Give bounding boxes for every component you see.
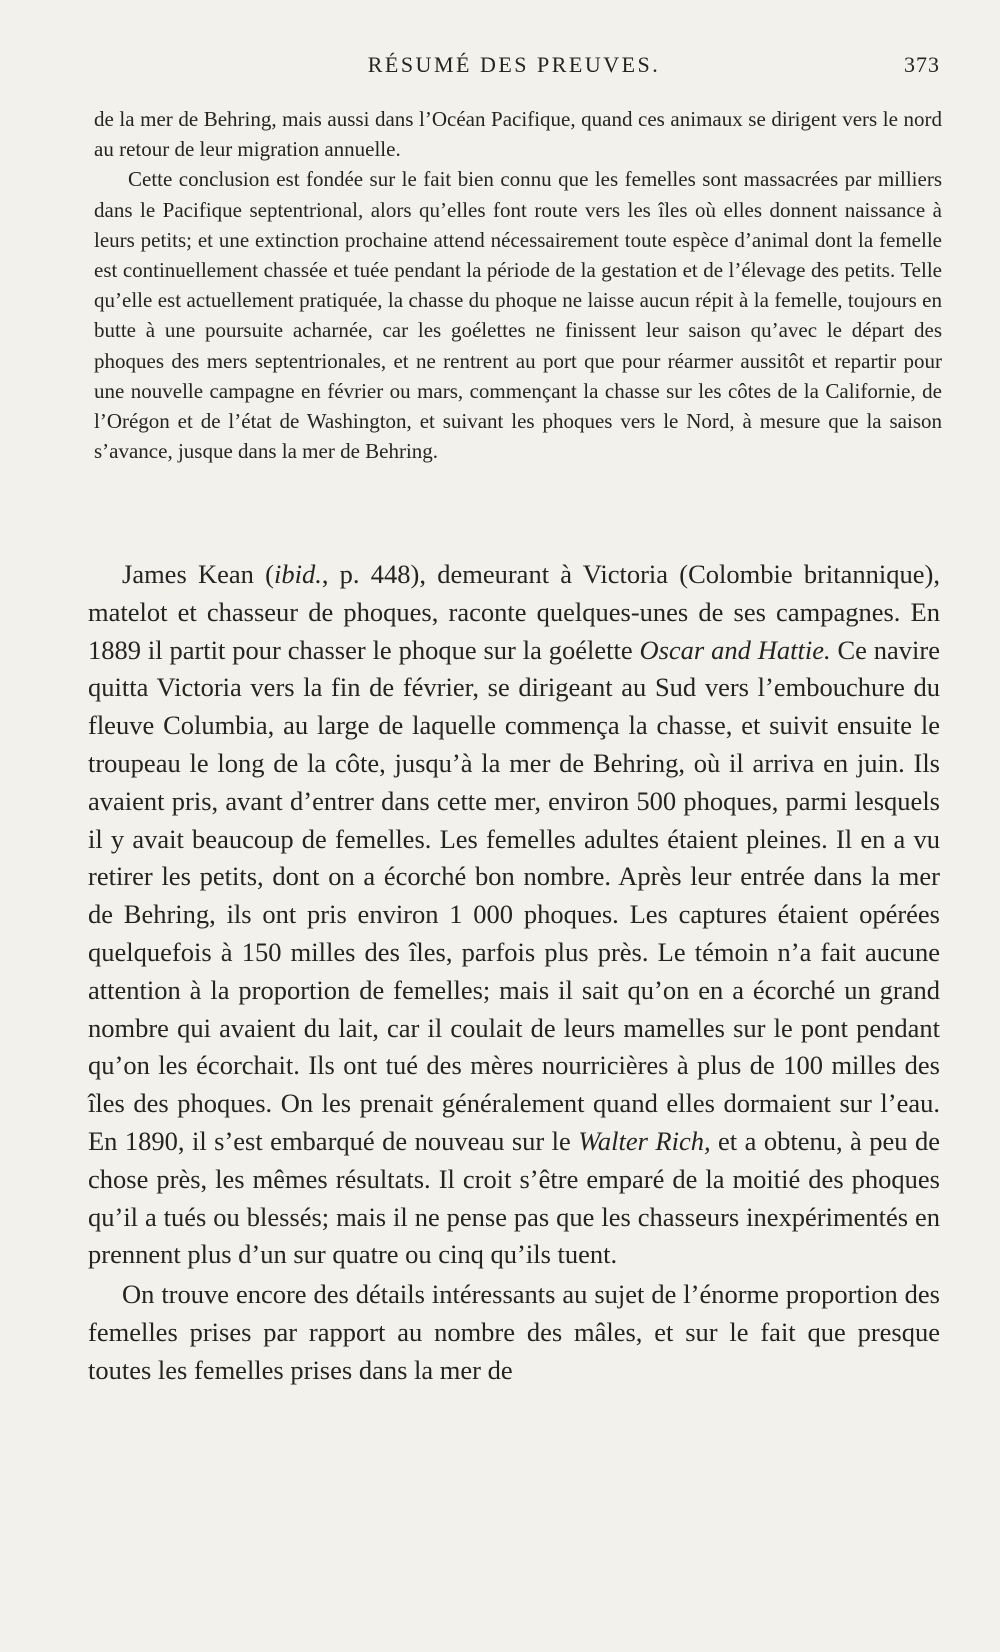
running-head: RÉSUMÉ DES PREUVES. — [367, 52, 661, 77]
text-span: , p. 448), demeurant à Victoria (Colombie britannique), matelot et chasseur de phoques, raconte quelques-unes de ses campagnes. En 1889 il partit pour chasser le phoque sur la goélette — [88, 559, 940, 665]
quote-continuation: de la mer de Behring, mais aussi dans l’Océan Pacifique, quand ces animaux se dirigent vers le nord au retour de leur migration annuelle. — [94, 107, 942, 162]
text-span: James Kean ( — [122, 559, 274, 589]
text-span: Ce navire quitta Victoria vers la fin de février, se dirigeant au Sud vers l’embouchure du fleuve Columbia, au large de laquelle commença la chasse, et suivit ensuite le troupeau le long de la côte, jusqu’à la mer de Behring, où il arriva en juin. Ils avaient pris, avant d’entrer dans cette mer, environ 500 phoques, parmi lesquels il y avait beaucoup de femelles. Les femelles adultes étaient pleines. Il en a vu retirer les petits, dont on a écorché bon nombre. Après leur entrée dans la mer de Behring, ils ont pris environ 1 000 phoques. Les captures étaient opérées quelquefois à 150 milles des îles, parfois plus près. Le témoin n’a fait aucune attention à la proportion de femelles; mais il sait qu’on en a écorché un grand nombre qui avaient du lait, car il coulait de leurs mamelles sur le pont pendant qu’on les écorchait. Ils ont tué des mères nourricières à plus de 100 milles des îles des phoques. On les prenait généralement quand elles dormaient sur l’eau. En 1890, il s’est embarqué de nouveau sur le — [88, 634, 941, 1156]
italic-ship-name: Walter Rich, — [578, 1125, 711, 1156]
paragraph-james-kean — [88, 556, 940, 1274]
text-span: et a obtenu, à peu de chose près, les mêmes résultats. Il croit s’être emparé de la moitié des phoques qu’il a tués ou blessés; mais il ne pense pas que les chasseurs inexpérimentés en prennent plus d’un sur quatre ou cinq qu’ils tuent. — [88, 1125, 941, 1270]
paragraph-details: On trouve encore des détails intéressants au sujet de l’énorme proportion des femelles prises par rapport au nombre des mâles, et sur le fait que presque toutes les femelles prises dans la mer de — [88, 1279, 940, 1385]
quote-paragraph: Cette conclusion est fondée sur le fait bien connu que les femelles sont massacrées par milliers dans le Pacifique septentrional, alors qu’elles font route vers les îles où elles donnent naissance à leurs petits; et une extinction prochaine attend nécessairement toute espèce d’animal dont la femelle est continuellement chassée et tuée pendant la période de la gestation et de l’élevage des petits. Telle qu’elle est actuellement pratiquée, la chasse du phoque ne laisse aucun répit à la femelle, toujours en butte à une poursuite acharnée, car les goélettes ne finissent leur saison qu’avec le départ des phoques des mers septentrionales, et ne rentrent au port que pour réarmer aussitôt et repartir pour une nouvelle campagne en février ou mars, commençant la chasse sur les côtes de la Californie, de l’Orégon et de l’état de Washington, et suivant les phoques vers le Nord, à mesure que la saison s’avance, jusque dans la mer de Behring. — [94, 167, 942, 464]
quoted-passage — [94, 104, 942, 466]
page-number: 373 — [904, 52, 940, 77]
italic-ship-name: Oscar and Hattie. — [639, 634, 831, 665]
main-text — [88, 556, 940, 1390]
page-header — [88, 52, 940, 86]
italic-ibid: ibid. — [273, 559, 322, 589]
